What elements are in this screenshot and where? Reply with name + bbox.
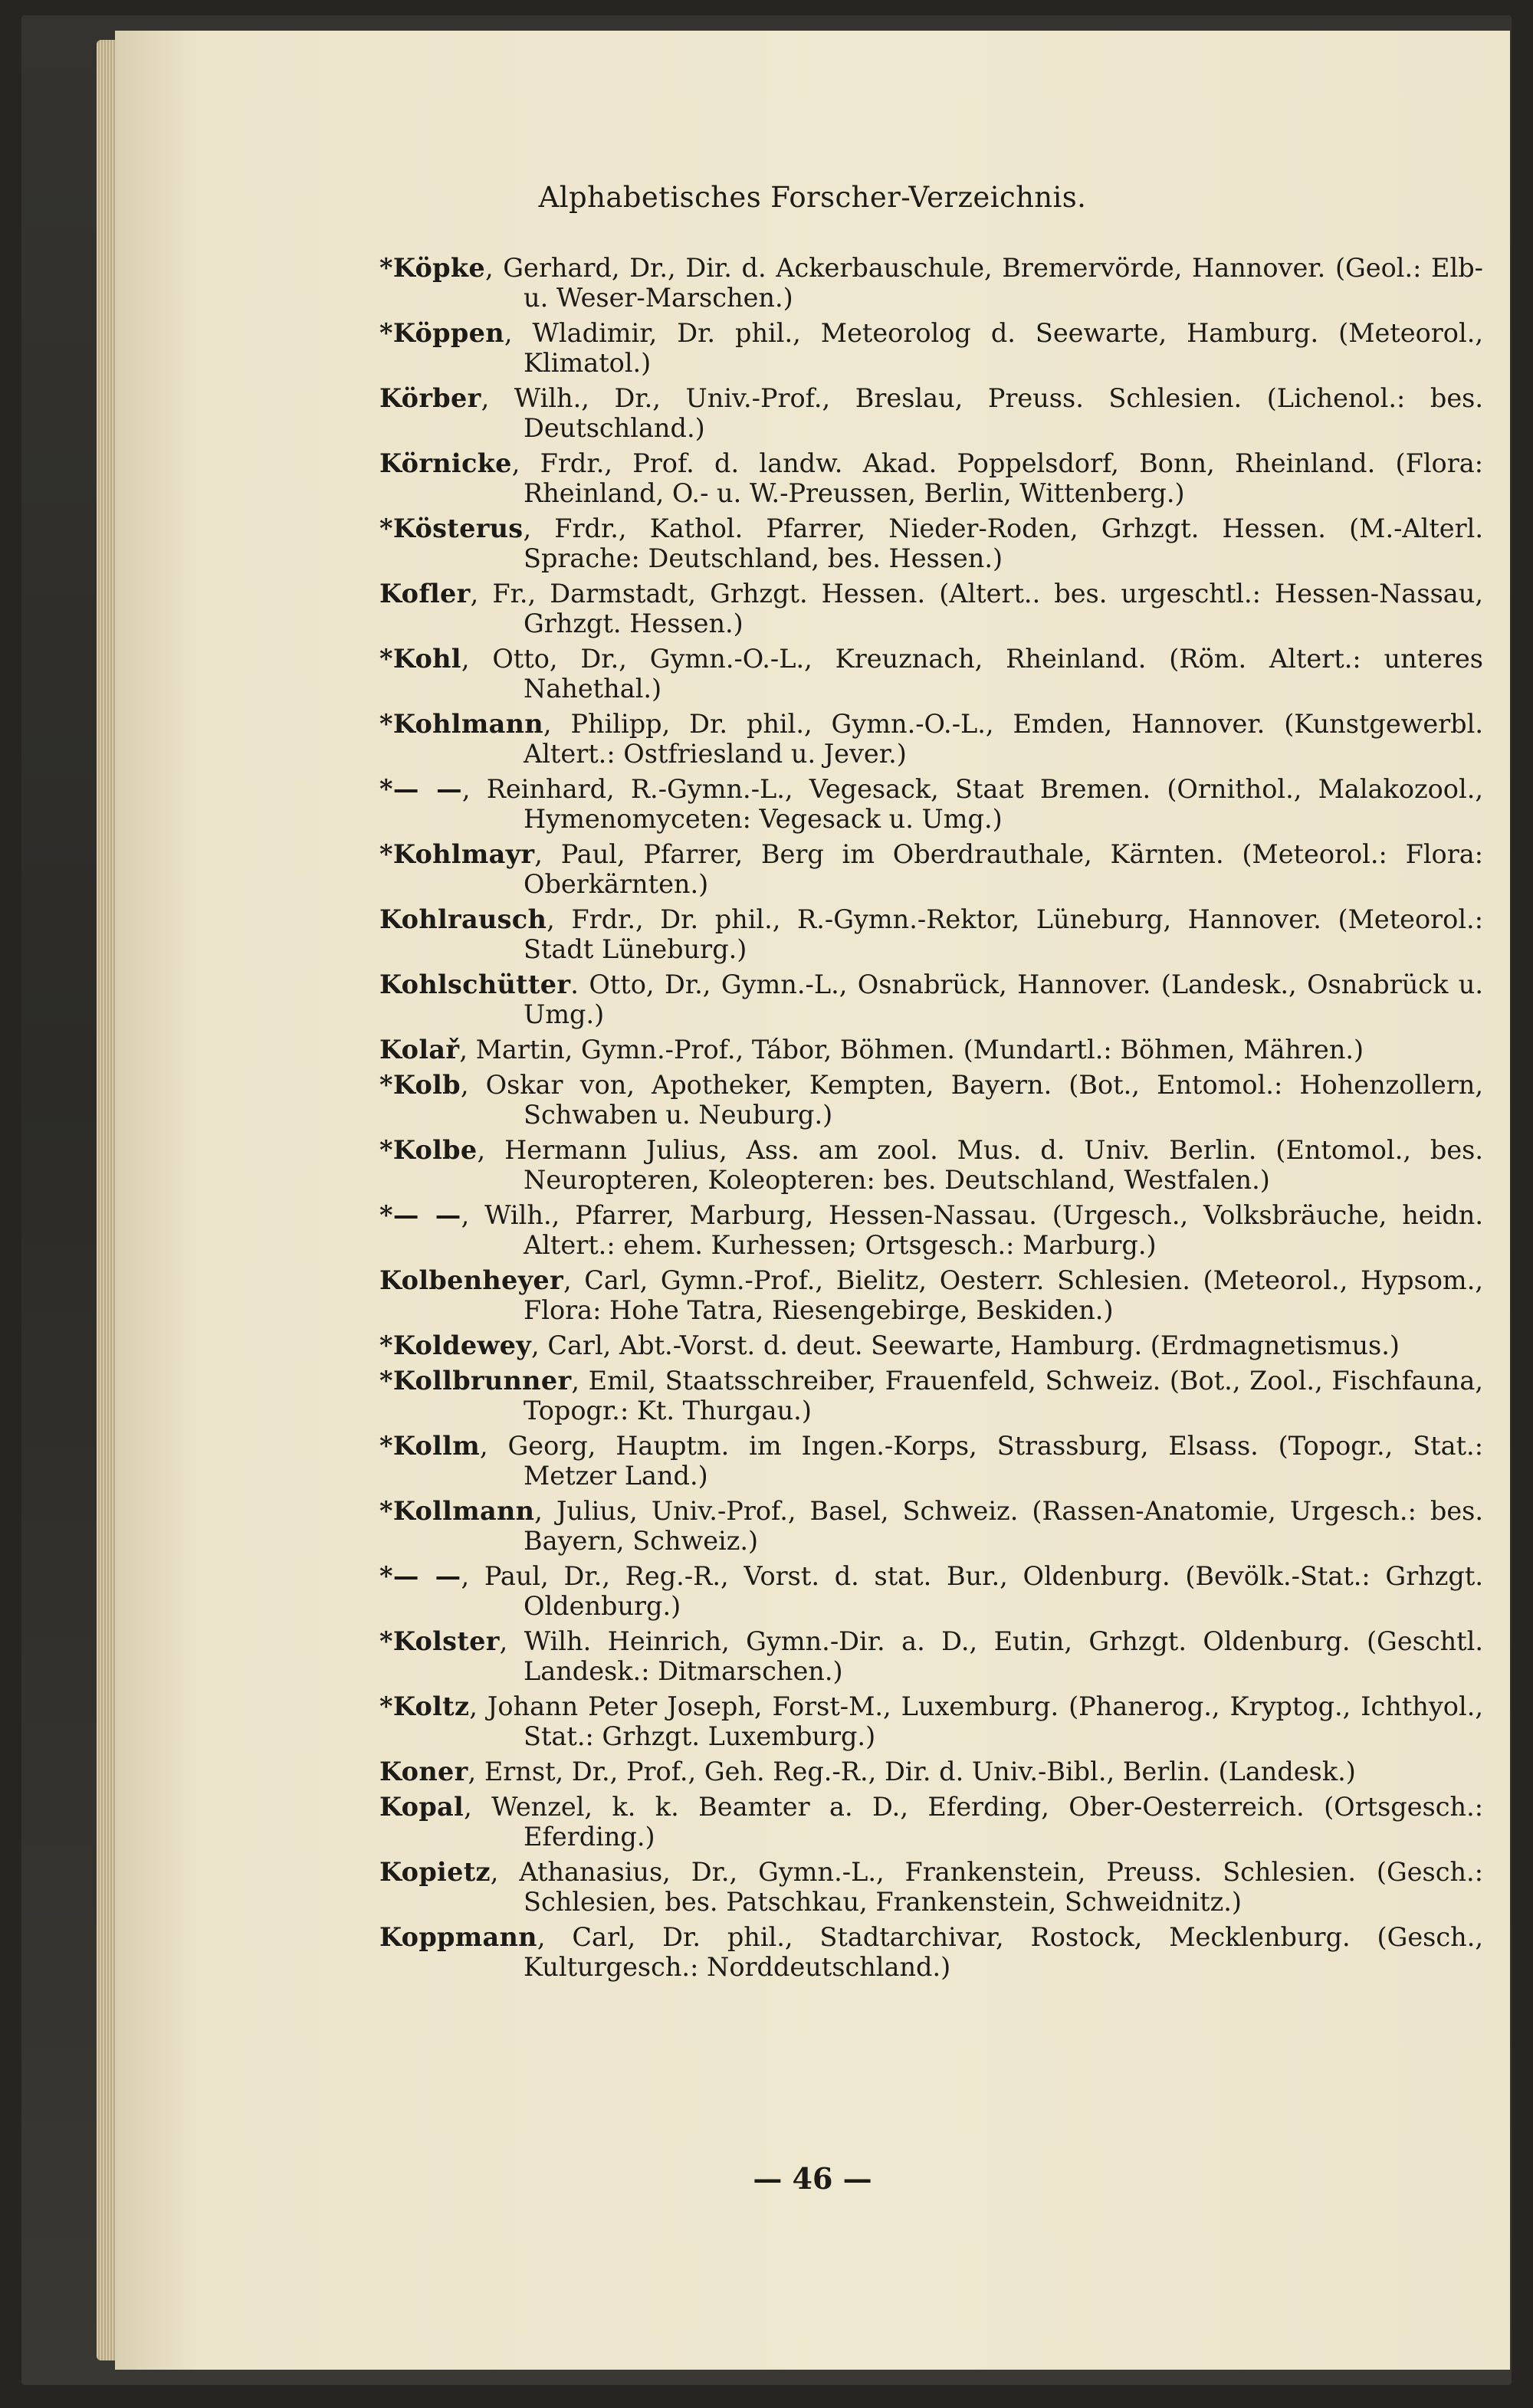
entry-text: , Gerhard, Dr., Dir. d. Ackerbauschule, Bremervörde, Hannover. (Geol.: Elb- u. Weser-Marschen.) <box>485 253 1483 313</box>
entry-text: , Ernst, Dr., Prof., Geh. Reg.-R., Dir. d. Univ.-Bibl., Berlin. (Landesk.) <box>468 1757 1356 1786</box>
list-item <box>379 1922 1483 1982</box>
list-item <box>379 1431 1483 1491</box>
page-header: Alphabetisches Forscher-Verzeichnis. <box>538 181 1087 214</box>
entry-name: *Kohl <box>379 644 461 674</box>
entry-name: Kohlrausch <box>379 904 547 934</box>
list-item <box>379 1496 1483 1556</box>
entry-name: Körber <box>379 383 481 413</box>
entry-text: , Julius, Univ.-Prof., Basel, Schweiz. (Rassen-Anatomie, Urgesch.: bes. Bayern, Schweiz.) <box>524 1496 1483 1556</box>
entry-text: , Emil, Staatsschreiber, Frauenfeld, Schweiz. (Bot., Zool., Fischfauna, Topogr.: Kt. Thurgau.) <box>524 1366 1483 1425</box>
entry-name: Kofler <box>379 579 471 609</box>
list-item <box>379 1035 1483 1065</box>
entry-text: , Frdr., Prof. d. landw. Akad. Poppelsdorf, Bonn, Rheinland. (Flora: Rheinland, O.- u. W.-Preussen, Berlin, Wittenberg.) <box>511 448 1483 508</box>
entry-text: , Carl, Gymn.-Prof., Bielitz, Oesterr. Schlesien. (Meteorol., Hypsom., Flora: Hohe Tatra, Riesengebirge, Beskiden.) <box>524 1265 1483 1325</box>
list-item <box>379 774 1483 834</box>
list-item <box>379 1200 1483 1260</box>
entry-text: , Fr., Darmstadt, Grhzgt. Hessen. (Altert.. bes. urgeschtl.: Hessen-Nassau, Grhzgt. Hessen.) <box>470 579 1483 638</box>
entry-text: , Athanasius, Dr., Gymn.-L., Frankenstein, Preuss. Schlesien. (Gesch.: Schlesien, bes. Patschkau, Frankenstein, Schweidnitz.) <box>490 1857 1483 1917</box>
entry-name: Körnicke <box>379 448 512 478</box>
list-item <box>379 1857 1483 1917</box>
entry-text: , Wilh., Pfarrer, Marburg, Hessen-Nassau. (Urgesch., Volksbräuche, heidn. Altert.: ehem. Kurhessen; Ortsgesch.: Marburg.) <box>461 1200 1483 1260</box>
entry-name: *Kösterus <box>379 513 524 543</box>
entry-name: Kolař <box>379 1035 460 1065</box>
entry-name: *Kollbrunner <box>379 1366 572 1396</box>
entry-text: , Philipp, Dr. phil., Gymn.-O.-L., Emden, Hannover. (Kunstgewerbl. Altert.: Ostfriesland u. Jever.) <box>524 709 1483 769</box>
list-item <box>379 513 1483 573</box>
entry-text: , Otto, Dr., Gymn.-O.-L., Kreuznach, Rheinland. (Röm. Altert.: unteres Nahethal.) <box>461 644 1483 704</box>
list-item <box>379 1691 1483 1751</box>
entry-list <box>379 253 1483 1987</box>
book-page <box>115 31 1510 2370</box>
entry-name: *Kolb <box>379 1070 461 1100</box>
entry-text: , Wladimir, Dr. phil., Meteorolog d. Seewarte, Hamburg. (Meteorol., Klimatol.) <box>504 318 1483 378</box>
entry-name: *— — <box>379 774 462 804</box>
entry-name: Koppmann <box>379 1922 537 1952</box>
list-item <box>379 1366 1483 1425</box>
list-item <box>379 579 1483 638</box>
entry-name: *Kolster <box>379 1626 500 1656</box>
list-item <box>379 644 1483 704</box>
entry-text: , Paul, Pfarrer, Berg im Oberdrauthale, Kärnten. (Meteorol.: Flora: Oberkärnten.) <box>524 839 1483 899</box>
entry-name: *Kohlmann <box>379 709 543 739</box>
list-item <box>379 253 1483 313</box>
entry-text: , Reinhard, R.-Gymn.-L., Vegesack, Staat Bremen. (Ornithol., Malakozool., Hymenomyceten: Vegesack u. Umg.) <box>461 774 1483 834</box>
list-item <box>379 1561 1483 1621</box>
list-item <box>379 1757 1483 1786</box>
list-item <box>379 1135 1483 1195</box>
list-item <box>379 969 1483 1029</box>
entry-name: Kohlschütter <box>379 969 571 999</box>
entry-name: Kopal <box>379 1792 464 1822</box>
entry-text: , Carl, Abt.-Vorst. d. deut. Seewarte, Hamburg. (Erdmagnetismus.) <box>531 1330 1400 1360</box>
entry-text: , Hermann Julius, Ass. am zool. Mus. d. Univ. Berlin. (Entomol., bes. Neuropteren, Koleopteren: bes. Deutschland, Westfalen.) <box>477 1135 1483 1195</box>
entry-text: , Martin, Gymn.-Prof., Tábor, Böhmen. (Mundartl.: Böhmen, Mähren.) <box>459 1035 1364 1065</box>
entry-text: , Wilh., Dr., Univ.-Prof., Breslau, Preuss. Schlesien. (Lichenol.: bes. Deutschland.) <box>481 383 1483 443</box>
list-item <box>379 383 1483 443</box>
entry-name: *— — <box>379 1561 461 1591</box>
list-item <box>379 318 1483 378</box>
entry-name: *Koldewey <box>379 1330 532 1360</box>
list-item <box>379 448 1483 508</box>
page-number: — 46 — <box>753 2161 872 2196</box>
entry-name: *Köppen <box>379 318 504 348</box>
entry-text: , Johann Peter Joseph, Forst-M., Luxemburg. (Phanerog., Kryptog., Ichthyol., Stat.: Grhzgt. Luxemburg.) <box>469 1691 1483 1751</box>
entry-name: *Köpke <box>379 253 485 283</box>
entry-text: , Frdr., Dr. phil., R.-Gymn.-Rektor, Lüneburg, Hannover. (Meteorol.: Stadt Lüneburg.) <box>524 904 1483 964</box>
list-item <box>379 1330 1483 1360</box>
entry-name: Kopietz <box>379 1857 491 1887</box>
list-item <box>379 839 1483 899</box>
list-item <box>379 1626 1483 1686</box>
entry-name: Koner <box>379 1757 468 1786</box>
entry-text: , Georg, Hauptm. im Ingen.-Korps, Strassburg, Elsass. (Topogr., Stat.: Metzer Land.) <box>479 1431 1483 1491</box>
entry-text: , Wenzel, k. k. Beamter a. D., Eferding, Ober-Oesterreich. (Ortsgesch.: Eferding.) <box>464 1792 1483 1852</box>
entry-text: , Carl, Dr. phil., Stadtarchivar, Rostock, Mecklenburg. (Gesch., Kulturgesch.: Norddeutschland.) <box>524 1922 1483 1982</box>
list-item <box>379 1792 1483 1852</box>
entry-name: *Kolbe <box>379 1135 478 1165</box>
entry-text: , Oskar von, Apotheker, Kempten, Bayern. (Bot., Entomol.: Hohenzollern, Schwaben u. Neuburg.) <box>460 1070 1483 1130</box>
entry-name: *Koltz <box>379 1691 470 1721</box>
list-item <box>379 1265 1483 1325</box>
entry-text: . Otto, Dr., Gymn.-L., Osnabrück, Hannover. (Landesk., Osnabrück u. Umg.) <box>524 969 1483 1029</box>
entry-name: *Kollm <box>379 1431 480 1461</box>
entry-name: Kolbenheyer <box>379 1265 563 1295</box>
entry-text: , Frdr., Kathol. Pfarrer, Nieder-Roden, Grhzgt. Hessen. (M.-Alterl. Sprache: Deutschland, bes. Hessen.) <box>523 513 1483 573</box>
entry-name: *Kohlmayr <box>379 839 535 869</box>
entry-text: , Paul, Dr., Reg.-R., Vorst. d. stat. Bur., Oldenburg. (Bevölk.-Stat.: Grhzgt. Oldenburg.) <box>461 1561 1483 1621</box>
entry-name: *— — <box>379 1200 461 1230</box>
list-item <box>379 709 1483 769</box>
list-item <box>379 1070 1483 1130</box>
entry-text: , Wilh. Heinrich, Gymn.-Dir. a. D., Eutin, Grhzgt. Oldenburg. (Geschtl. Landesk.: Ditmarschen.) <box>499 1626 1483 1686</box>
list-item <box>379 904 1483 964</box>
entry-name: *Kollmann <box>379 1496 535 1526</box>
